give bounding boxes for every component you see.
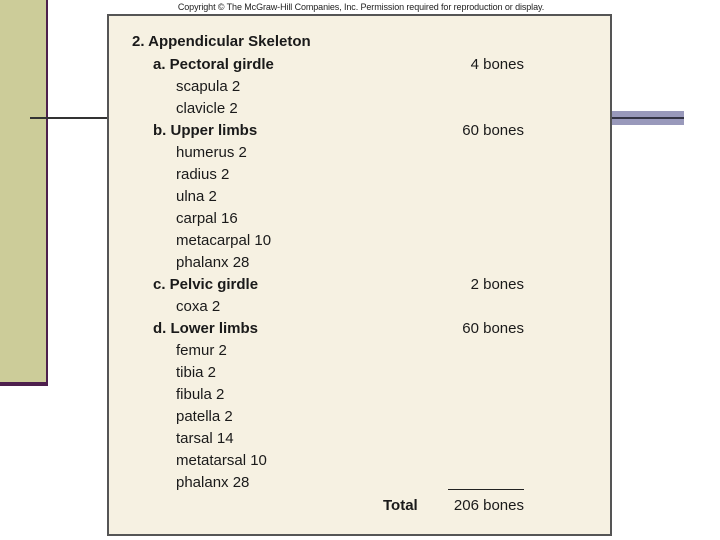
bone-item: fibula 2 bbox=[176, 386, 225, 403]
subsection-count: 2 bones bbox=[470, 276, 524, 293]
bone-item: metatarsal 10 bbox=[176, 452, 267, 469]
left-horizontal-rule bbox=[30, 117, 110, 119]
bone-item: clavicle 2 bbox=[176, 100, 238, 117]
bone-item: tarsal 14 bbox=[176, 430, 234, 447]
subsection-count: 4 bones bbox=[470, 56, 524, 73]
right-horizontal-rule bbox=[612, 117, 684, 119]
bone-item: scapula 2 bbox=[176, 78, 241, 95]
subsection-label: d. Lower limbs bbox=[153, 320, 259, 337]
subsection-label: b. Upper limbs bbox=[153, 122, 258, 139]
bone-item: metacarpal 10 bbox=[176, 232, 272, 249]
bone-item: coxa 2 bbox=[176, 298, 221, 315]
total-label: Total bbox=[383, 497, 418, 514]
subsection-count: 60 bones bbox=[462, 122, 524, 139]
total-rule bbox=[448, 489, 524, 490]
bone-item: humerus 2 bbox=[176, 144, 247, 161]
bone-item: phalanx 28 bbox=[176, 254, 250, 271]
subsection-count: 60 bones bbox=[462, 320, 524, 337]
bone-item: femur 2 bbox=[176, 342, 227, 359]
bone-item: ulna 2 bbox=[176, 188, 217, 205]
total-value: 206 bones bbox=[453, 497, 524, 514]
subsection-label: c. Pelvic girdle bbox=[153, 276, 259, 293]
copyright-notice: Copyright © The McGraw-Hill Companies, Inc. Permission required for reproduction or display. bbox=[177, 2, 545, 12]
left-decor-line bbox=[0, 382, 48, 386]
bone-item: carpal 16 bbox=[176, 210, 238, 227]
bone-item: phalanx 28 bbox=[176, 474, 250, 491]
left-decor-edge bbox=[46, 0, 48, 386]
bone-item: tibia 2 bbox=[176, 364, 217, 381]
subsection-label: a. Pectoral girdle bbox=[153, 56, 274, 73]
section-heading: 2. Appendicular Skeleton bbox=[132, 33, 311, 50]
bone-item: radius 2 bbox=[176, 166, 230, 183]
bone-item: patella 2 bbox=[176, 408, 233, 425]
left-decor-band bbox=[0, 0, 46, 382]
